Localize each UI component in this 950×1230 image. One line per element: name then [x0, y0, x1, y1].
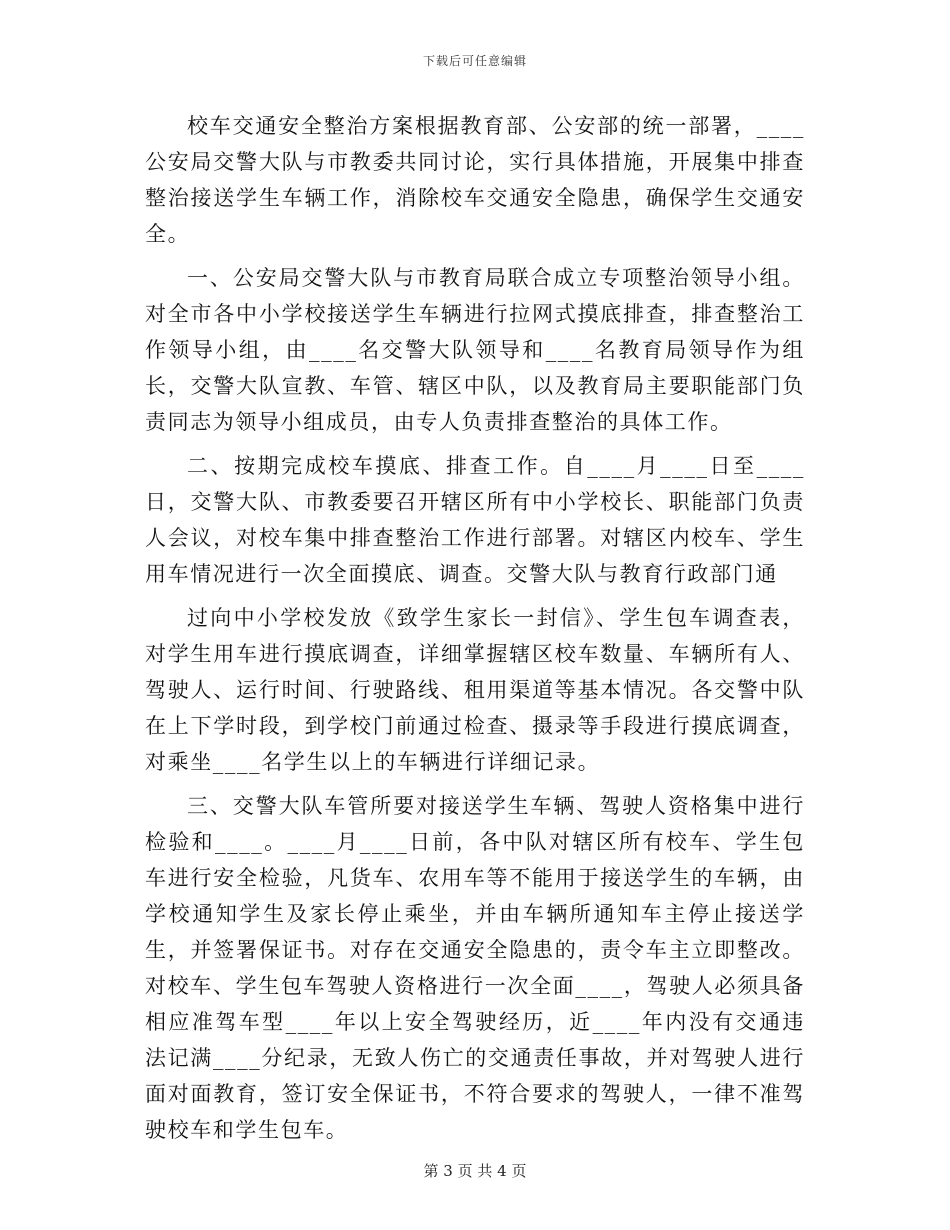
page-number: 第 3 页 共 4 页 [423, 1162, 527, 1180]
section-two-continued-paragraph: 过向中小学校发放《致学生家长一封信》、学生包车调查表，对学生用车进行摸底调查，详细掌握辖区校车数量、车辆所有人、驾驶人、运行时间、行驶路线、租用渠道等基本情况。各交警中队在上下学时段，到学校门前通过检查、摄录等手段进行摸底调查，对乘坐____名学生以上的车辆进行详细记录。 [145, 606, 805, 774]
section-two-paragraph: 二、按期完成校车摸底、排查工作。自____月____日至____日，交警大队、市教委要召开辖区所有中小学校长、职能部门负责人会议，对校车集中排查整治工作进行部署。对辖区内校车、学生用车情况进行一次全面摸底、调查。交警大队与教育行政部门通 [145, 454, 805, 586]
section-one-paragraph: 一、公安局交警大队与市教育局联合成立专项整治领导小组。对全市各中小学校接送学生车辆进行拉网式摸底排查，排查整治工作领导小组，由____名交警大队领导和____名教育局领导作为组长，交警大队宣教、车管、辖区中队，以及教育局主要职能部门负责同志为领导小组成员，由专人负责排查整治的具体工作。 [145, 266, 805, 434]
intro-paragraph: 校车交通安全整治方案根据教育部、公安部的统一部署，____公安局交警大队与市教委共同讨论，实行具体措施，开展集中排查整治接送学生车辆工作，消除校车交通安全隐患，确保学生交通安全。 [145, 114, 805, 246]
section-three-paragraph: 三、交警大队车管所要对接送学生车辆、驾驶人资格集中进行检验和____。____月____日前，各中队对辖区所有校车、学生包车进行安全检验，凡货车、农用车等不能用于接送学生的车辆，由学校通知学生及家长停止乘坐，并由车辆所通知车主停止接送学生，并签署保证书。对存在交通安全隐患的，责令车主立即整改。对校车、学生包车驾驶人资格进行一次全面____，驾驶人必须具备相应准驾车型____年以上安全驾驶经历，近____年内没有交通违法记满____分纪录，无致人伤亡的交通责任事故，并对驾驶人进行面对面教育，签订安全保证书，不符合要求的驾驶人，一律不准驾驶校车和学生包车。 [145, 794, 805, 1142]
document-body [145, 108, 805, 1148]
page-header-note: 下载后可任意编辑 [422, 54, 527, 68]
